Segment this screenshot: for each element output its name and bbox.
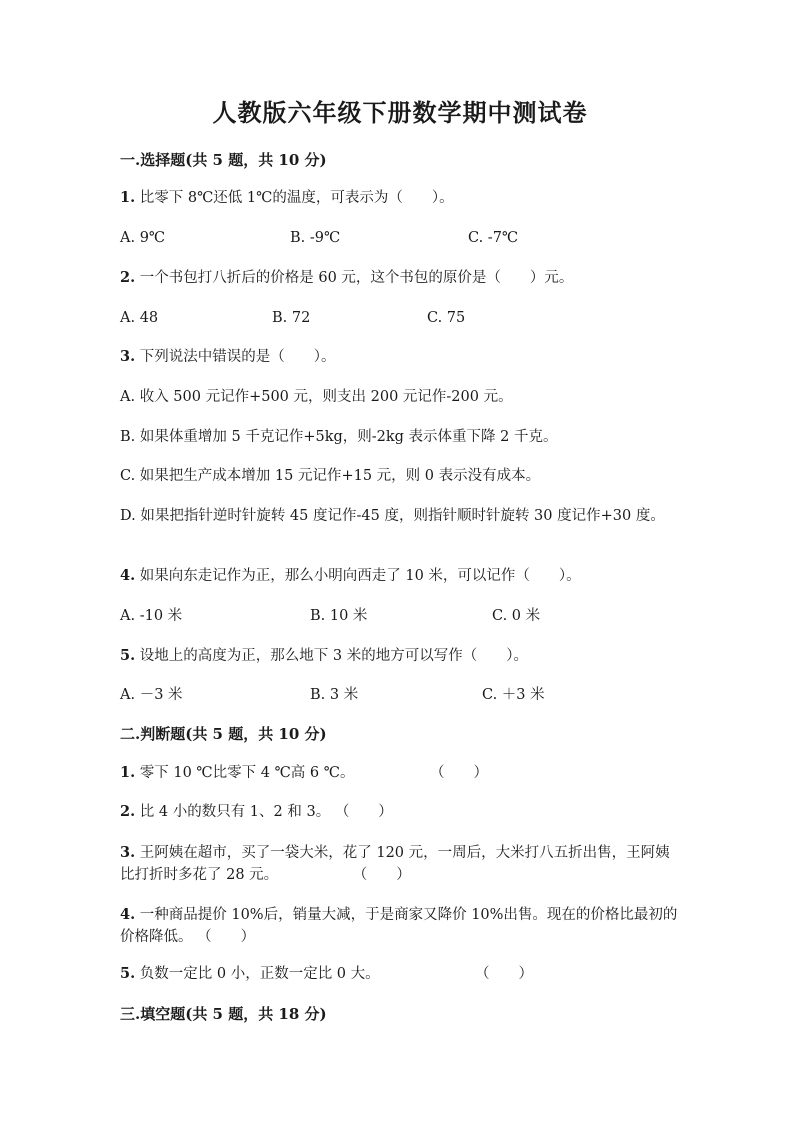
option: B. -9℃ — [290, 230, 341, 246]
question-choice-3 — [120, 347, 336, 367]
question-number: 5. — [120, 647, 136, 664]
option: A. 9℃ — [120, 230, 166, 246]
option: C. 如果把生产成本增加 15 元记作+15 元，则 0 表示没有成本。 — [120, 468, 541, 484]
question-judgement-5 — [120, 964, 380, 984]
question-text: 零下 10 ℃比零下 4 ℃高 6 ℃。 — [139, 765, 355, 781]
option: B. 72 — [272, 310, 311, 326]
question-text: 一种商品提价 10%后，销量大减，于是商家又降价 10%出售。现在的价格比最初的价格降低。 — [120, 907, 678, 945]
question-text: 一个书包打八折后的价格是 60 元，这个书包的原价是（ ）元。 — [139, 270, 574, 286]
option: A. －3 米 — [120, 687, 183, 703]
question-number: 1. — [120, 764, 136, 781]
question-judgement-4 — [120, 904, 680, 948]
option: C. 0 米 — [492, 608, 541, 624]
question-text: 设地上的高度为正，那么地下 3 米的地方可以写作（ ）。 — [139, 648, 528, 664]
question-number: 3. — [120, 844, 136, 861]
answer-blank: （ ） — [475, 966, 533, 982]
question-number: 4. — [120, 567, 136, 584]
question-choice-1 — [120, 188, 454, 208]
question-choice-2 — [120, 268, 573, 288]
option: A. -10 米 — [120, 608, 183, 624]
question-number: 2. — [120, 803, 136, 820]
answer-blank: （ ） — [430, 765, 488, 781]
question-judgement-3 — [120, 842, 680, 886]
question-number: 2. — [120, 269, 136, 286]
section-heading-fill: 三.填空题(共 5 题，共 18 分) — [120, 1005, 327, 1023]
question-number: 3. — [120, 348, 136, 365]
option: C. -7℃ — [468, 230, 519, 246]
question-number: 1. — [120, 189, 136, 206]
option: A. 48 — [120, 310, 159, 326]
question-text: 负数一定比 0 小，正数一定比 0 大。 — [139, 966, 380, 982]
option: B. 3 米 — [310, 687, 359, 703]
option: A. 收入 500 元记作+500 元，则支出 200 元记作-200 元。 — [120, 389, 513, 405]
option: C. 75 — [427, 310, 466, 326]
answer-blank: （ ） — [352, 867, 411, 883]
question-text: 如果向东走记作为正，那么小明向西走了 10 米，可以记作（ ）。 — [139, 568, 581, 584]
option: B. 10 米 — [310, 608, 368, 624]
answer-blank: （ ） — [197, 929, 256, 945]
answer-blank: （ ） — [334, 804, 393, 820]
option: D. 如果把指针逆时针旋转 45 度记作-45 度，则指针顺时针旋转 30 度记作+30 度。 — [120, 508, 665, 524]
page-title: 人教版六年级下册数学期中测试卷 — [212, 98, 588, 127]
question-text: 比零下 8℃还低 1℃的温度，可表示为（ ）。 — [139, 190, 454, 206]
question-judgement-2 — [120, 802, 393, 822]
question-choice-4 — [120, 566, 581, 586]
section-heading-judgement: 二.判断题(共 5 题，共 10 分) — [120, 725, 327, 743]
section-heading-choice: 一.选择题(共 5 题，共 10 分) — [120, 151, 327, 169]
question-choice-5 — [120, 646, 528, 666]
question-text: 王阿姨在超市，买了一袋大米，花了 120 元，一周后，大米打八五折出售，王阿姨比打折时多花了 28 元。 — [120, 845, 670, 883]
question-number: 5. — [120, 965, 136, 982]
option: C. ＋3 米 — [482, 687, 545, 703]
question-number: 4. — [120, 906, 136, 923]
question-text: 下列说法中错误的是（ ）。 — [139, 349, 336, 365]
question-judgement-1 — [120, 763, 354, 783]
option: B. 如果体重增加 5 千克记作+5kg，则-2kg 表示体重下降 2 千克。 — [120, 429, 558, 445]
question-text: 比 4 小的数只有 1、2 和 3。 — [139, 804, 331, 820]
